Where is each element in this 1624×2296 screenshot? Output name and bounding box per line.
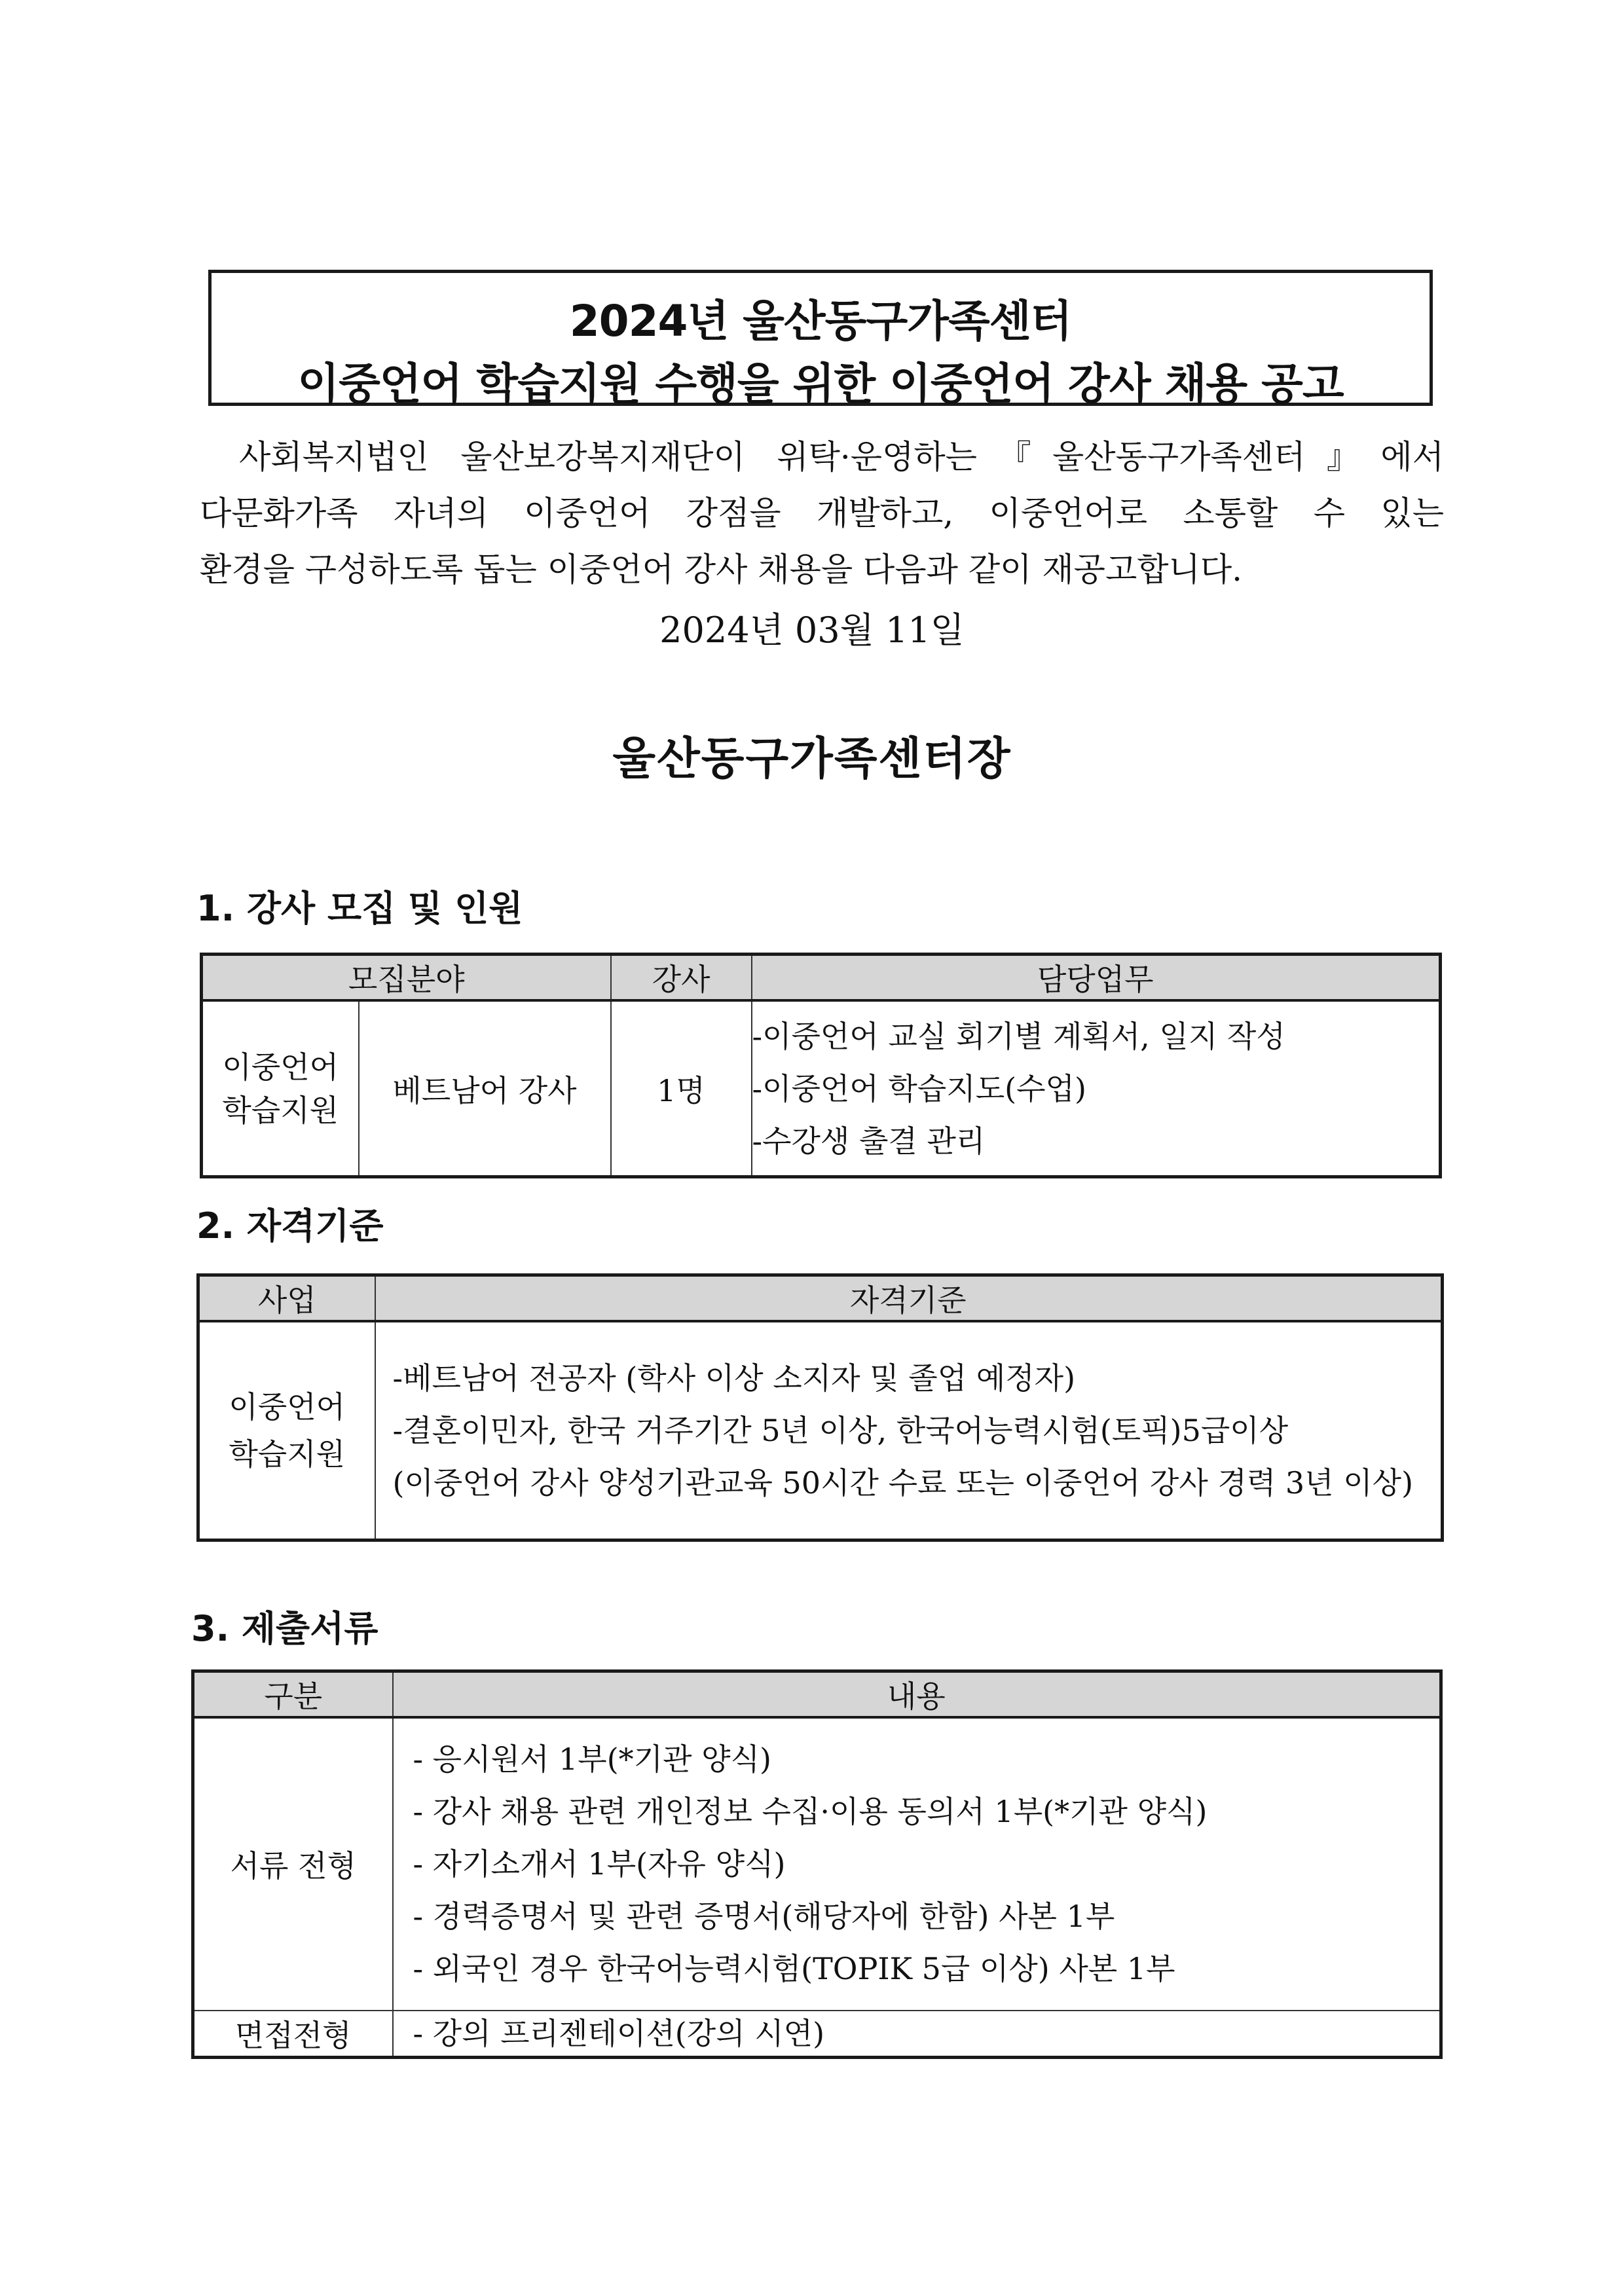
header-field: 모집분야 — [202, 955, 611, 1001]
duty-item: -이중언어 학습지도(수업) — [752, 1070, 1086, 1106]
type-cell: 서류 전형 — [193, 1717, 393, 2011]
document-item: - 응시원서 1부(*기관 양식) — [413, 1741, 771, 1777]
type-cell: 면접전형 — [193, 2011, 393, 2058]
section-heading-qualifications: 2. 자격기준 — [196, 1205, 384, 1247]
document-item: - 강사 채용 관련 개인정보 수집·이용 동의서 1부(*기관 양식) — [413, 1794, 1208, 1830]
section-heading-recruitment: 1. 강사 모집 및 인원 — [196, 888, 523, 929]
page-subtitle: 이중언어 학습지원 수행을 위한 이중언어 강사 채용 공고 — [297, 359, 1344, 409]
page-title: 2024년 울산동구가족센터 — [569, 296, 1072, 346]
header-business: 사업 — [198, 1275, 375, 1322]
signer: 울산동구가족센터장 — [612, 733, 1012, 785]
intro-paragraph — [200, 429, 1444, 598]
intro-line: 환경을 구성하도록 돕는 이중언어 강사 채용을 다음과 같이 재공고합니다. — [200, 551, 1243, 589]
announcement-date: 2024년 03월 11일 — [659, 610, 965, 651]
criteria-item: -결혼이민자, 한국 거주기간 5년 이상, 한국어능력시험(토픽)5급이상 — [392, 1413, 1289, 1448]
intro-line: 다문화가족 자녀의 이중언어 강점을 개발하고, 이중언어로 소통할 수 있는 — [200, 494, 1444, 532]
qualification-table — [196, 1273, 1444, 1542]
duties-cell — [752, 1000, 1441, 1177]
criteria-item: (이중언어 강사 양성기관교육 50시간 수료 또는 이중언어 강사 경력 3년 이상) — [392, 1465, 1414, 1501]
duty-item: -수강생 출결 관리 — [752, 1123, 986, 1159]
category-line: 이중언어 — [222, 1049, 339, 1085]
intro-line: 사회복지법인 울산보강복지재단이 위탁·운영하는『울산동구가족센터』에서 — [239, 438, 1444, 476]
recruitment-table — [200, 953, 1442, 1178]
category-line: 학습지원 — [222, 1092, 339, 1128]
criteria-cell — [375, 1321, 1443, 1540]
documents-table — [191, 1669, 1443, 2059]
header-instructor: 강사 — [611, 955, 752, 1001]
table-row — [193, 2011, 1441, 2058]
subject-cell: 베트남어 강사 — [359, 1000, 611, 1177]
header-content: 내용 — [393, 1671, 1441, 1718]
header-type: 구분 — [193, 1671, 393, 1718]
table-header-row — [202, 955, 1441, 1001]
header-duties: 담당업무 — [752, 955, 1441, 1001]
criteria-item: -베트남어 전공자 (학사 이상 소지자 및 졸업 예정자) — [392, 1360, 1076, 1396]
business-line: 학습지원 — [229, 1436, 346, 1472]
table-header-row — [198, 1275, 1443, 1322]
documents-cell — [393, 1717, 1441, 2011]
category-cell — [202, 1000, 359, 1177]
table-row — [202, 1000, 1441, 1177]
duty-item: -이중언어 교실 회기별 계획서, 일지 작성 — [752, 1018, 1285, 1054]
table-header-row — [193, 1671, 1441, 1718]
title-box — [208, 270, 1433, 409]
business-cell — [198, 1321, 375, 1540]
section-heading-documents: 3. 제출서류 — [191, 1608, 378, 1649]
document-item: - 경력증명서 및 관련 증명서(해당자에 한함) 사본 1부 — [413, 1899, 1115, 1935]
count-cell: 1명 — [611, 1000, 752, 1177]
table-row — [198, 1321, 1443, 1540]
document-item: - 외국인 경우 한국어능력시험(TOPIK 5급 이상) 사본 1부 — [413, 1951, 1175, 1987]
interview-cell — [393, 2011, 1441, 2058]
table-row — [193, 1717, 1441, 2011]
header-criteria: 자격기준 — [375, 1275, 1443, 1322]
document-item: - 강의 프리젠테이션(강의 시연) — [413, 2015, 825, 2051]
business-line: 이중언어 — [229, 1389, 346, 1425]
document-item: - 자기소개서 1부(자유 양식) — [413, 1846, 786, 1882]
